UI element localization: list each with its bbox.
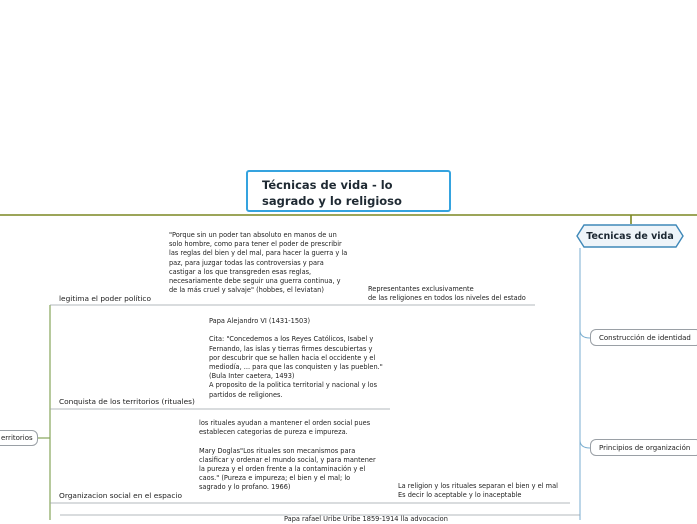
right-topic-label: Tecnicas de vida — [586, 230, 674, 242]
branch-legitima-poder[interactable] — [59, 294, 151, 303]
central-topic[interactable] — [246, 170, 451, 212]
subtopic-label: Construcción de identidad — [599, 333, 691, 342]
branch-label: Organizacion social en el espacio — [59, 491, 182, 500]
branch-label: legitima el poder político — [59, 294, 152, 303]
branch-organizacion-social[interactable] — [59, 491, 182, 500]
subtopic-principios-organizacion[interactable] — [590, 439, 697, 456]
note-religion-rituales: La religion y los rituales separan el bien y el mal Es decir lo aceptable y lo inaceptable — [398, 482, 558, 500]
note-mary-douglas: los rituales ayudan a mantener el orden social pues establecen categorias de pureza e impureza. Mary Doglas"Los rituales son mecanismos para clasificar y ordenar el mundo social, y para mantener la pureza y el orden frente a la contaminación y el caos." (Pureza e impureza; el bien y el mal; lo sagrado y lo profano. 1966) — [199, 419, 376, 492]
left-topic-label: erritorios — [1, 434, 33, 442]
note-representantes: Representantes exclusivamente de las religiones en todos los niveles del estado — [368, 285, 526, 303]
subtopic-label: Principios de organización — [599, 443, 691, 452]
left-topic-territorios[interactable] — [0, 430, 38, 446]
branch-conquista-territorios[interactable] — [59, 397, 195, 406]
note-papa-alejandro: Papa Alejandro VI (1431-1503) Cita: "Concedemos a los Reyes Católicos, Isabel y Fernando, las islas y tierras firmes descubiertas y por descubrir que se hallen hacia el occidente y el mediodía, ... para que las conquisten y las pueblen." (Bula Inter caetera, 1493) A proposito de la politica territorial y nacional y los partidos de religiones. — [209, 317, 383, 399]
right-topic-tecnicas-de-vida[interactable] — [576, 224, 684, 248]
branch-label: Conquista de los territorios (rituales) — [59, 397, 195, 406]
note-hobbes-quote: "Porque sin un poder tan absoluto en manos de un solo hombre, como para tener el poder de prescribir las reglas del bien y del mal, para hacer la guerra y la paz, para juzgar todas las controversias y para castigar a los que transgreden esas reglas, necesariamente debe seguir una guerra continua, y de la más cruel y salvaje" (hobbes, el leviatan) — [169, 231, 348, 295]
note-cutoff: Papa rafael Uribe Uribe 1859-1914 lla advocacion — [284, 515, 448, 523]
central-topic-label: Técnicas de vida - lo sagrado y lo religioso — [262, 178, 402, 208]
subtopic-construccion-identidad[interactable] — [590, 329, 697, 346]
